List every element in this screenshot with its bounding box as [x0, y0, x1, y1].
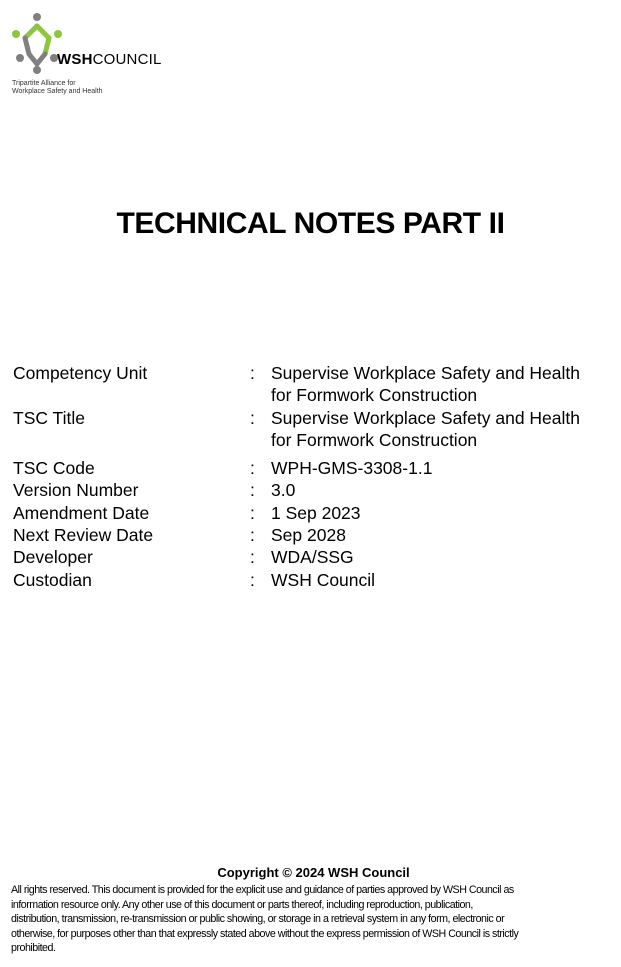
field-separator: : [250, 525, 255, 546]
logo-word-council: COUNCIL [92, 51, 162, 68]
field-separator: : [250, 407, 255, 428]
rights-line: information resource only. Any other use of this document or parts thereof, including reproduction, publication, [11, 898, 473, 911]
document-title: TECHNICAL NOTES PART II [116, 207, 505, 240]
copyright-heading: Copyright © 2024 WSH Council [217, 865, 410, 880]
field-value-line: for Formwork Construction [271, 385, 478, 406]
field-value-line: WPH-GMS-3308-1.1 [271, 458, 433, 479]
logo-tagline-line: Tripartite Alliance for [12, 80, 76, 87]
field-tsc-title [13, 407, 613, 452]
rights-line: All rights reserved. This document is provided for the explicit use and guidance of parties approved by WSH Council as [11, 884, 514, 896]
field-label: Amendment Date [13, 502, 150, 523]
logo-tagline [12, 80, 103, 96]
field-label: Competency Unit [13, 363, 148, 383]
logo-tagline-line: Workplace Safety and Health [12, 88, 103, 95]
logo-wordmark [57, 51, 162, 68]
field-value-line: WSH Council [271, 569, 376, 590]
rights-notice [11, 883, 613, 956]
field-value-line: WDA/SSG [271, 547, 354, 568]
field-label: Version Number [13, 480, 139, 501]
document-details [13, 362, 613, 591]
field-label: Custodian [13, 569, 92, 590]
rights-line: prohibited. [11, 942, 56, 955]
field-tsc-code [13, 457, 613, 479]
field-competency-unit [13, 362, 613, 407]
field-label: Developer [13, 547, 93, 568]
field-separator: : [250, 547, 255, 568]
field-label: TSC Code [13, 458, 95, 479]
field-separator: : [250, 502, 255, 523]
field-value-line: Supervise Workplace Safety and Health [271, 363, 581, 383]
field-value-line: for Formwork Construction [271, 429, 478, 450]
rights-line: distribution, transmission, re-transmission or public showing, or storage in a retrieval system in any form, electronic or [11, 913, 505, 926]
field-custodian [13, 569, 613, 591]
field-separator: : [250, 458, 255, 479]
field-version-number [13, 479, 613, 501]
rights-line: otherwise, for purposes other than that expressly stated above without the express permission of WSH Council is strictly [11, 927, 519, 940]
field-developer [13, 546, 613, 568]
field-amendment-date [13, 502, 613, 524]
wsh-council-logo [11, 12, 171, 98]
field-next-review-date [13, 524, 613, 546]
field-separator: : [250, 480, 255, 501]
field-value-line: Supervise Workplace Safety and Health [271, 407, 581, 428]
field-value-line: Sep 2028 [271, 525, 346, 546]
field-separator: : [250, 363, 255, 383]
wsh-council-emblem-icon [11, 12, 63, 74]
field-value-line: 3.0 [271, 480, 296, 501]
field-separator: : [250, 569, 255, 590]
logo-word-wsh: WSH [57, 51, 93, 68]
field-value-line: 1 Sep 2023 [271, 502, 361, 523]
field-label: Next Review Date [13, 525, 154, 546]
field-label: TSC Title [13, 407, 85, 428]
